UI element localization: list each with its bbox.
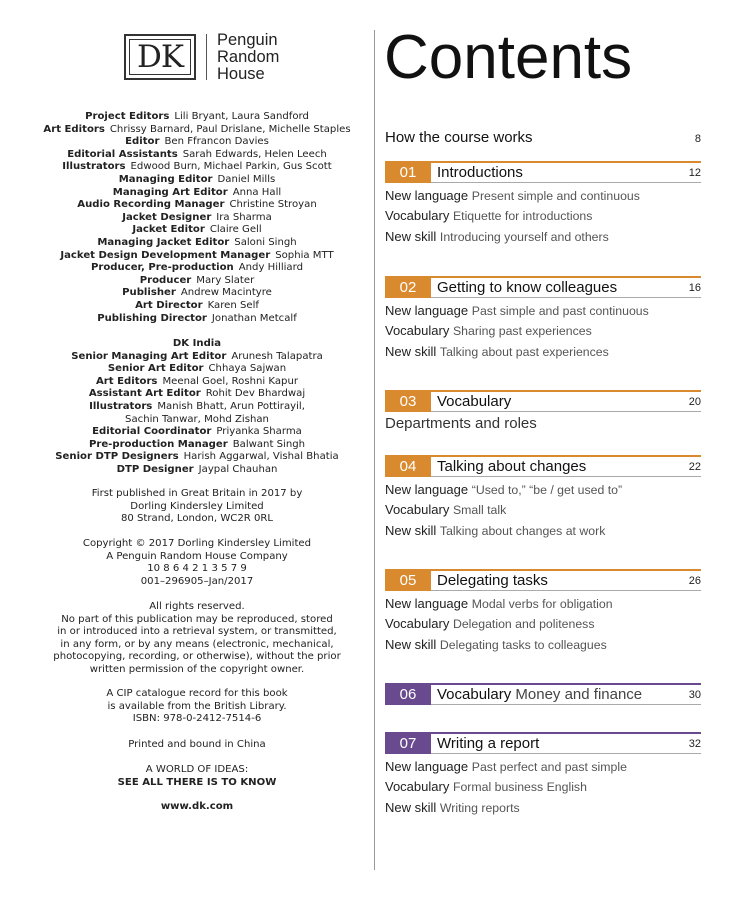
toc-unit-03[interactable] xyxy=(385,390,701,432)
credit-line xyxy=(20,388,374,401)
credit-line xyxy=(20,212,374,225)
credit-name: Andy Hilliard xyxy=(238,262,303,274)
unit-items xyxy=(385,186,701,247)
unit-item xyxy=(385,342,701,362)
item-kind: Vocabulary xyxy=(385,502,450,518)
credit-name: Chrissy Barnard, Paul Drislane, Michelle Staples xyxy=(109,123,351,135)
credit-name: Chhaya Sajwan xyxy=(208,363,287,375)
dk-logo-text: DK xyxy=(136,39,183,75)
unit-item xyxy=(385,614,701,634)
imprint-line: in or introduced into a retrieval system, or transmitted, xyxy=(57,626,337,638)
page-title: Contents xyxy=(384,23,633,92)
unit-title-text: Writing a report xyxy=(437,735,540,752)
unit-title-extra: Money and finance xyxy=(515,686,643,703)
credit-name: Christine Stroyan xyxy=(229,199,317,211)
item-value: Talking about past experiences xyxy=(439,344,609,359)
unit-item xyxy=(385,321,701,341)
unit-item xyxy=(385,227,701,247)
credit-role: Jacket Design Development Manager xyxy=(60,249,271,261)
credit-role: Assistant Art Editor xyxy=(88,388,201,400)
unit-item xyxy=(385,635,701,655)
uk-credits xyxy=(20,111,374,325)
unit-title xyxy=(431,279,689,296)
credit-name: Jonathan Metcalf xyxy=(211,312,297,324)
unit-items xyxy=(385,301,701,362)
imprint-line: Copyright © 2017 Dorling Kindersley Limited xyxy=(82,538,312,549)
unit-number-badge: 02 xyxy=(385,278,431,298)
credit-name: Balwant Singh xyxy=(232,438,306,450)
credit-name: Ira Sharma xyxy=(216,211,272,223)
credit-line xyxy=(20,414,374,427)
credit-line xyxy=(20,439,374,452)
unit-header xyxy=(385,455,701,477)
credit-role: Managing Art Editor xyxy=(112,186,228,198)
item-kind: New skill xyxy=(385,636,437,652)
imprint-line: A WORLD OF IDEAS: xyxy=(145,764,249,775)
credit-line xyxy=(20,376,374,389)
unit-number-badge: 03 xyxy=(385,392,431,412)
unit-item xyxy=(385,594,701,614)
credit-role: Publisher xyxy=(122,287,176,299)
toc-page-number: 22 xyxy=(688,460,701,473)
imprint-line: No part of this publication may be reproduced, stored xyxy=(61,613,333,625)
dk-logo-mark xyxy=(124,34,196,80)
printed-in xyxy=(20,739,374,752)
world-of-ideas xyxy=(20,764,374,789)
credit-name: Saloni Singh xyxy=(234,236,297,248)
column-divider xyxy=(374,30,375,870)
credit-name: Manish Bhatt, Arun Pottirayil, xyxy=(157,400,305,412)
unit-item xyxy=(385,500,701,520)
unit-title xyxy=(431,393,689,410)
credit-name: Jaypal Chauhan xyxy=(198,463,278,475)
credit-name: Daniel Mills xyxy=(217,173,276,185)
unit-item xyxy=(385,186,701,206)
unit-title-text: Introductions xyxy=(437,164,523,181)
credit-line xyxy=(20,451,374,464)
unit-title xyxy=(431,735,689,752)
unit-item xyxy=(385,206,701,226)
unit-header xyxy=(385,732,701,754)
credit-name: Harish Aggarwal, Vishal Bhatia xyxy=(183,451,339,463)
toc-page-number: 20 xyxy=(688,395,701,408)
publisher-line: House xyxy=(217,64,265,83)
credit-name: Mary Slater xyxy=(196,274,255,286)
credit-role: Illustrators xyxy=(62,161,126,173)
unit-title xyxy=(431,572,689,589)
credit-role: Editor xyxy=(125,136,160,148)
credit-role: Project Editors xyxy=(85,111,170,122)
credit-line xyxy=(20,124,374,137)
credit-role: Art Director xyxy=(135,299,203,311)
item-value: Delegation and politeness xyxy=(452,617,595,632)
credit-role: Publishing Director xyxy=(97,312,207,324)
credit-line xyxy=(20,237,374,250)
credit-line xyxy=(20,363,374,376)
imprint-line: in any form, or by any means (electronic, mechanical, xyxy=(60,638,334,650)
credit-name: Anna Hall xyxy=(232,186,282,198)
credit-line xyxy=(20,300,374,313)
credit-line xyxy=(20,401,374,414)
credit-line xyxy=(20,287,374,300)
imprint-line: 001–296905–Jan/2017 xyxy=(140,575,254,587)
website-link[interactable]: www.dk.com xyxy=(160,801,234,812)
item-kind: Vocabulary xyxy=(385,616,450,632)
credit-line xyxy=(20,275,374,288)
unit-number-badge: 06 xyxy=(385,685,431,705)
item-value: Present simple and continuous xyxy=(471,189,640,203)
credit-line xyxy=(20,250,374,263)
toc-entry-label: How the course works xyxy=(385,129,533,146)
toc-unit-07[interactable] xyxy=(385,732,701,818)
unit-header xyxy=(385,569,701,591)
toc-page-number: 12 xyxy=(688,166,701,179)
website xyxy=(20,801,374,814)
penguin-random-house-logo xyxy=(217,32,279,83)
unit-title-text: Vocabulary xyxy=(437,686,512,703)
unit-item xyxy=(385,798,701,818)
unit-number-badge: 05 xyxy=(385,571,431,591)
item-value: Introducing yourself and others xyxy=(439,229,609,244)
credit-name: Karen Self xyxy=(207,299,259,311)
imprint-line: ISBN: 978-0-2412-7514-6 xyxy=(132,713,262,725)
credit-role: Art Editors xyxy=(95,375,158,387)
unit-subtitle: Departments and roles xyxy=(385,415,537,432)
toc-unit-06[interactable] xyxy=(385,683,701,705)
credit-role: Managing Jacket Editor xyxy=(97,236,230,248)
credit-line xyxy=(20,174,374,187)
credit-line xyxy=(20,199,374,212)
credit-role: Jacket Editor xyxy=(132,224,205,236)
unit-title xyxy=(431,458,689,475)
toc-page-number: 26 xyxy=(688,574,701,587)
first-published xyxy=(20,488,374,526)
item-value: Past perfect and past simple xyxy=(471,760,627,774)
credit-name: Meenal Goel, Roshni Kapur xyxy=(162,375,298,387)
credit-role: Illustrators xyxy=(89,400,153,412)
item-kind: New language xyxy=(385,596,469,611)
item-value: Delegating tasks to colleagues xyxy=(439,637,607,652)
unit-item xyxy=(385,480,701,500)
logo-divider xyxy=(206,34,207,80)
credit-role: Editorial Assistants xyxy=(67,148,178,160)
copyright-block xyxy=(20,538,374,588)
imprint-line: First published in Great Britain in 2017 by xyxy=(91,488,303,499)
credit-line xyxy=(20,111,374,124)
credit-name: Sachin Tanwar, Mohd Zishan xyxy=(125,413,269,425)
unit-item xyxy=(385,521,701,541)
item-kind: New language xyxy=(385,759,469,774)
rights-block xyxy=(20,601,374,677)
unit-title-text: Delegating tasks xyxy=(437,572,548,589)
item-value: Past simple and past continuous xyxy=(471,304,649,318)
credit-name: Sophia MTT xyxy=(275,249,334,261)
credit-role: Producer xyxy=(139,274,192,286)
unit-items xyxy=(385,757,701,818)
unit-items xyxy=(385,480,701,541)
item-value: Formal business English xyxy=(452,780,587,795)
credit-role: Senior Art Editor xyxy=(107,363,204,375)
imprint-line: Printed and bound in China xyxy=(128,739,266,750)
india-heading: DK India xyxy=(172,338,222,349)
toc-page-number: 8 xyxy=(694,133,701,145)
dk-logo xyxy=(124,30,280,83)
item-kind: New skill xyxy=(385,522,437,538)
item-kind: New language xyxy=(385,303,469,318)
unit-title xyxy=(431,686,689,703)
imprint-line: 10 8 6 4 2 1 3 5 7 9 xyxy=(147,563,247,575)
item-kind: New language xyxy=(385,188,469,203)
credit-role: Producer, Pre-production xyxy=(90,262,234,274)
unit-title-text: Talking about changes xyxy=(437,458,587,475)
item-kind: New skill xyxy=(385,343,437,359)
toc-page-number: 32 xyxy=(688,737,701,750)
publisher-line: Random xyxy=(217,47,280,66)
imprint-line: SEE ALL THERE IS TO KNOW xyxy=(117,776,277,788)
credit-name: Claire Gell xyxy=(209,224,262,236)
credit-line xyxy=(20,161,374,174)
item-kind: New skill xyxy=(385,228,437,244)
credit-role: Senior Managing Art Editor xyxy=(71,350,227,362)
credit-line xyxy=(20,149,374,162)
item-value: Modal verbs for obligation xyxy=(471,597,613,611)
item-kind: New language xyxy=(385,482,469,497)
credit-name: Ben Ffrancon Davies xyxy=(164,136,269,148)
credit-line xyxy=(20,136,374,149)
unit-header xyxy=(385,683,701,705)
item-value: “Used to,” “be / get used to” xyxy=(471,483,623,497)
toc-unit-05[interactable] xyxy=(385,569,701,655)
credit-role: Audio Recording Manager xyxy=(77,199,225,211)
unit-title xyxy=(431,164,689,181)
toc-unit-01[interactable] xyxy=(385,161,701,247)
item-value: Sharing past experiences xyxy=(452,324,592,339)
unit-item xyxy=(385,757,701,777)
item-value: Talking about changes at work xyxy=(439,523,606,538)
credit-role: Managing Editor xyxy=(118,173,213,185)
item-kind: New skill xyxy=(385,799,437,815)
item-value: Writing reports xyxy=(439,800,520,815)
credit-name: Rohit Dev Bhardwaj xyxy=(205,388,306,400)
credit-name: Edwood Burn, Michael Parkin, Gus Scott xyxy=(130,161,332,173)
credit-role: Art Editors xyxy=(43,123,105,135)
unit-title-text: Vocabulary xyxy=(437,393,512,410)
unit-header xyxy=(385,276,701,298)
cip-block xyxy=(20,688,374,726)
unit-item xyxy=(385,301,701,321)
item-kind: Vocabulary xyxy=(385,208,450,224)
toc-entry-course[interactable] xyxy=(385,129,701,146)
imprint-line: 80 Strand, London, WC2R 0RL xyxy=(120,513,274,525)
unit-item xyxy=(385,777,701,797)
unit-title-text: Getting to know colleagues xyxy=(437,279,618,296)
credit-line xyxy=(20,464,374,477)
unit-header xyxy=(385,161,701,183)
india-credits xyxy=(20,338,374,477)
item-value: Etiquette for introductions xyxy=(452,209,593,224)
credit-line xyxy=(20,426,374,439)
toc-page-number: 30 xyxy=(688,688,701,701)
imprint-line: written permission of the copyright owner. xyxy=(89,663,305,675)
credit-role: Senior DTP Designers xyxy=(55,451,179,463)
imprint-line: is available from the British Library. xyxy=(107,700,287,712)
imprint-line: All rights reserved. xyxy=(149,601,245,612)
unit-number-badge: 07 xyxy=(385,734,431,754)
toc-unit-02[interactable] xyxy=(385,276,701,362)
credit-name: Arunesh Talapatra xyxy=(231,350,323,362)
credit-role: Jacket Designer xyxy=(122,211,212,223)
credit-line xyxy=(20,187,374,200)
credit-line xyxy=(20,262,374,275)
credit-name: Priyanka Sharma xyxy=(216,426,302,438)
credit-name: Andrew Macintyre xyxy=(180,287,272,299)
publisher-line: Penguin xyxy=(217,30,278,49)
item-kind: Vocabulary xyxy=(385,323,450,339)
credit-line xyxy=(20,224,374,237)
imprint-line: A Penguin Random House Company xyxy=(106,550,288,562)
credit-line xyxy=(20,351,374,364)
credit-role: DTP Designer xyxy=(116,463,194,475)
imprint-line: Dorling Kindersley Limited xyxy=(130,500,264,512)
unit-number-badge: 01 xyxy=(385,163,431,183)
item-value: Small talk xyxy=(452,503,507,518)
unit-number-badge: 04 xyxy=(385,457,431,477)
credit-role: Pre-production Manager xyxy=(88,438,228,450)
credit-role: Editorial Coordinator xyxy=(92,426,212,438)
toc-unit-04[interactable] xyxy=(385,455,701,541)
imprint-line: A CIP catalogue record for this book xyxy=(106,688,288,699)
credit-name: Sarah Edwards, Helen Leech xyxy=(182,148,327,160)
credit-name: Lili Bryant, Laura Sandford xyxy=(174,111,309,122)
unit-header xyxy=(385,390,701,412)
item-kind: Vocabulary xyxy=(385,779,450,795)
unit-items xyxy=(385,594,701,655)
toc-page-number: 16 xyxy=(688,281,701,294)
credit-line xyxy=(20,313,374,326)
imprint-line: photocopying, recording, or otherwise), without the prior xyxy=(53,651,341,663)
